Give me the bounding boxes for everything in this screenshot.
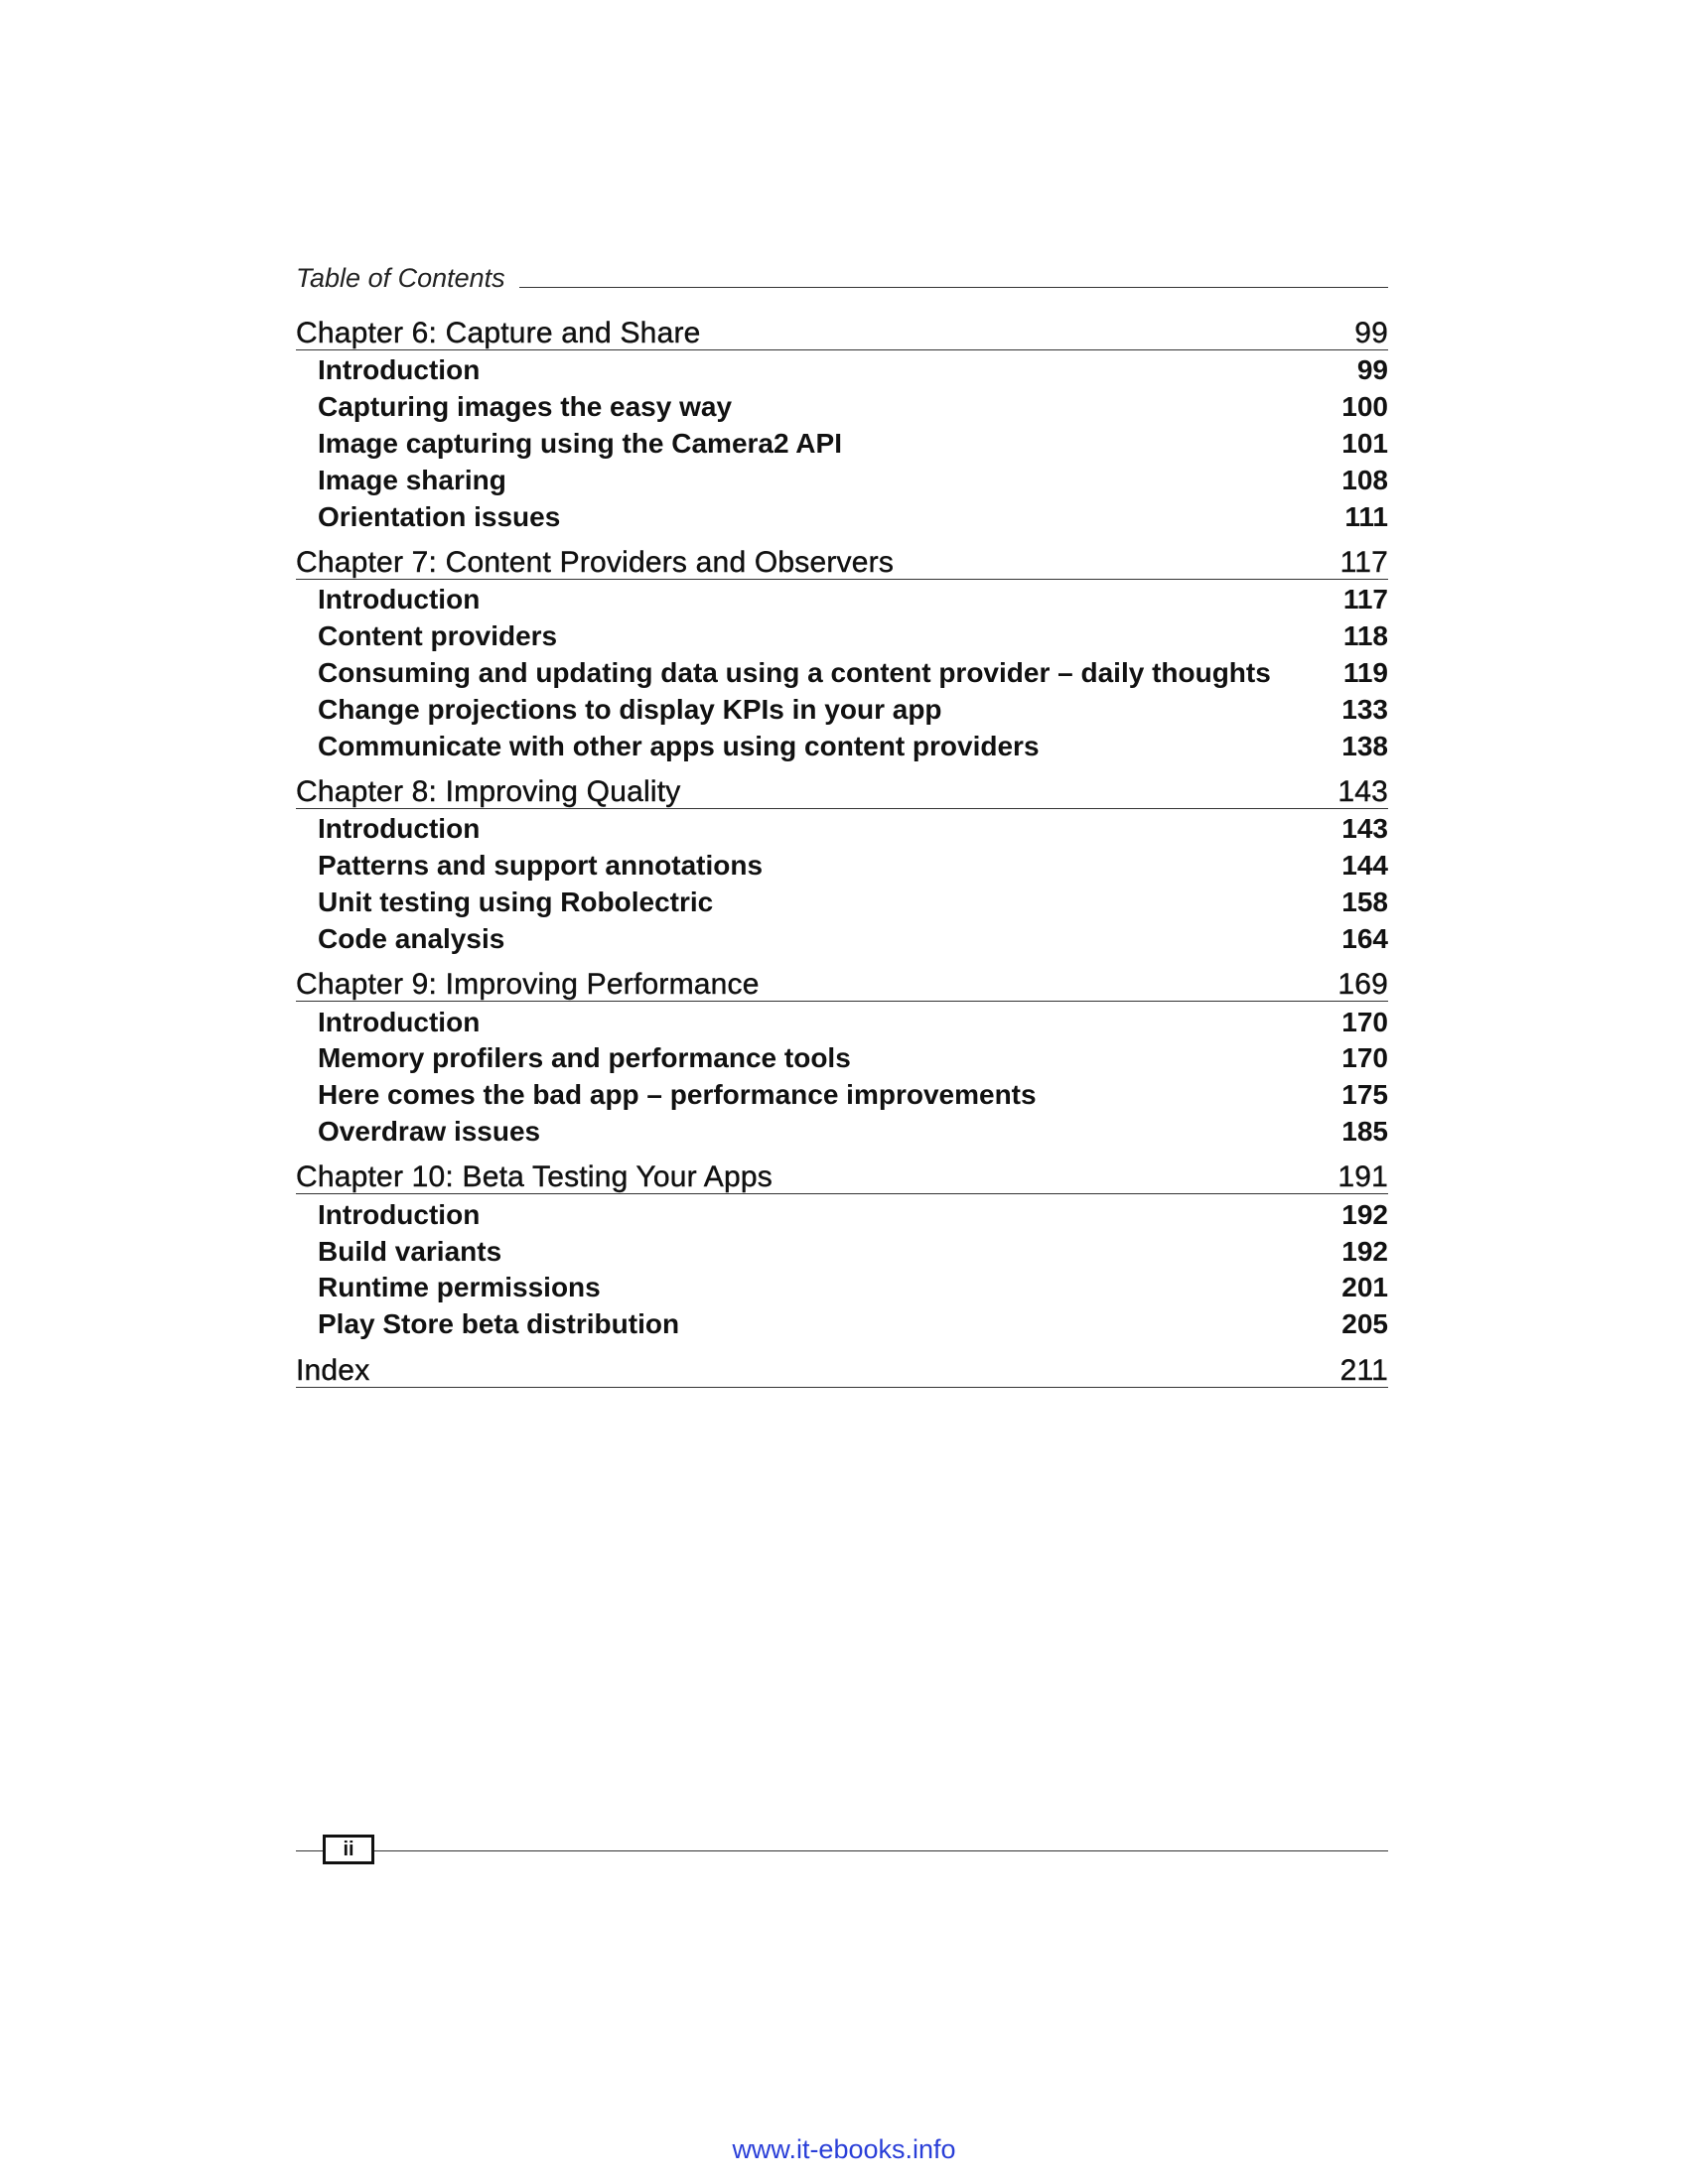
section-title: Consuming and updating data using a content provider – daily thoughts [318, 656, 1271, 688]
chapter-entry[interactable] [296, 1160, 1388, 1194]
section-entry[interactable] [296, 1270, 1388, 1306]
section-title: Introduction [318, 584, 481, 615]
section-title: Unit testing using Robolectric [318, 886, 714, 917]
chapter-title: Chapter 10: Beta Testing Your Apps [296, 1160, 773, 1194]
section-entry[interactable] [296, 811, 1388, 848]
section-entry[interactable] [296, 885, 1388, 921]
chapter-page: 169 [1337, 968, 1388, 1002]
section-entry[interactable] [296, 498, 1388, 535]
section-page: 133 [1341, 693, 1388, 725]
section-title: Image sharing [318, 464, 506, 495]
section-page: 192 [1341, 1198, 1388, 1230]
section-entry[interactable] [296, 920, 1388, 957]
chapter-title: Chapter 6: Capture and Share [296, 317, 701, 349]
section-title: Here comes the bad app – performance improvements [318, 1079, 1037, 1111]
section-page: 118 [1342, 620, 1388, 652]
section-entry[interactable] [296, 426, 1388, 463]
toc-chapter [296, 316, 1388, 535]
watermark-link[interactable]: www.it-ebooks.info [732, 2134, 956, 2164]
section-page: 101 [1341, 427, 1388, 459]
section-entry[interactable] [296, 728, 1388, 764]
page-footer [296, 1835, 1388, 1868]
section-title: Build variants [318, 1235, 502, 1267]
section-entry[interactable] [296, 691, 1388, 728]
section-title: Code analysis [318, 922, 505, 954]
section-entry[interactable] [296, 462, 1388, 498]
section-page: 158 [1341, 886, 1388, 917]
running-header [296, 256, 1388, 292]
header-rule [519, 287, 1388, 288]
section-page: 117 [1342, 584, 1388, 615]
section-entry[interactable] [296, 655, 1388, 692]
chapter-entry[interactable] [296, 967, 1388, 1002]
section-page: 205 [1341, 1308, 1388, 1340]
chapter-title: Index [296, 1353, 370, 1387]
section-title: Overdraw issues [318, 1115, 541, 1147]
section-page: 99 [1356, 354, 1388, 386]
toc-chapter [296, 1353, 1388, 1388]
footer-rule [296, 1850, 1388, 1851]
chapter-entry[interactable] [296, 774, 1388, 809]
chapter-entry[interactable] [296, 1353, 1388, 1388]
section-entry[interactable] [296, 1306, 1388, 1343]
chapter-page: 211 [1339, 1353, 1388, 1387]
header-title: Table of Contents [296, 263, 505, 293]
chapter-title: Chapter 7: Content Providers and Observers [296, 545, 895, 579]
section-title: Patterns and support annotations [318, 850, 764, 882]
section-title: Capturing images the easy way [318, 391, 733, 423]
section-title: Runtime permissions [318, 1272, 601, 1303]
section-entry[interactable] [296, 618, 1388, 655]
toc-chapter [296, 1160, 1388, 1342]
toc-chapter [296, 774, 1388, 957]
section-page: 111 [1344, 500, 1388, 532]
section-title: Introduction [318, 354, 481, 386]
section-page: 192 [1341, 1235, 1388, 1267]
section-title: Orientation issues [318, 500, 561, 532]
section-page: 138 [1341, 730, 1388, 761]
section-title: Image capturing using the Camera2 API [318, 427, 842, 459]
chapter-title: Chapter 8: Improving Quality [296, 774, 681, 808]
section-page: 170 [1341, 1006, 1388, 1037]
section-page: 201 [1341, 1272, 1388, 1303]
page-number: ii [323, 1835, 374, 1864]
section-entry[interactable] [296, 1233, 1388, 1270]
chapter-page: 117 [1339, 545, 1388, 579]
table-of-contents [296, 316, 1388, 1398]
section-entry[interactable] [296, 1114, 1388, 1151]
section-page: 100 [1341, 391, 1388, 423]
section-entry[interactable] [296, 352, 1388, 389]
section-page: 170 [1341, 1042, 1388, 1074]
section-page: 164 [1341, 922, 1388, 954]
section-entry[interactable] [296, 1077, 1388, 1114]
toc-chapter [296, 967, 1388, 1150]
section-entry[interactable] [296, 848, 1388, 885]
chapter-entry[interactable] [296, 545, 1388, 580]
toc-chapter [296, 545, 1388, 764]
chapter-page: 143 [1337, 774, 1388, 808]
section-page: 144 [1341, 850, 1388, 882]
section-title: Change projections to display KPIs in your app [318, 693, 942, 725]
section-title: Memory profilers and performance tools [318, 1042, 851, 1074]
section-entry[interactable] [296, 1196, 1388, 1233]
section-title: Communicate with other apps using content providers [318, 730, 1040, 761]
section-title: Content providers [318, 620, 558, 652]
section-page: 143 [1341, 813, 1388, 845]
section-entry[interactable] [296, 1040, 1388, 1077]
chapter-title: Chapter 9: Improving Performance [296, 968, 760, 1002]
section-page: 185 [1341, 1115, 1388, 1147]
section-title: Introduction [318, 1198, 481, 1230]
section-entry[interactable] [296, 582, 1388, 618]
section-entry[interactable] [296, 1004, 1388, 1040]
section-page: 119 [1342, 656, 1388, 688]
section-page: 108 [1341, 464, 1388, 495]
section-page: 175 [1341, 1079, 1388, 1111]
chapter-page: 99 [1354, 317, 1388, 349]
chapter-page: 191 [1337, 1160, 1388, 1194]
section-title: Introduction [318, 813, 481, 845]
section-entry[interactable] [296, 389, 1388, 426]
chapter-entry[interactable] [296, 316, 1388, 350]
section-title: Introduction [318, 1006, 481, 1037]
section-title: Play Store beta distribution [318, 1308, 680, 1340]
